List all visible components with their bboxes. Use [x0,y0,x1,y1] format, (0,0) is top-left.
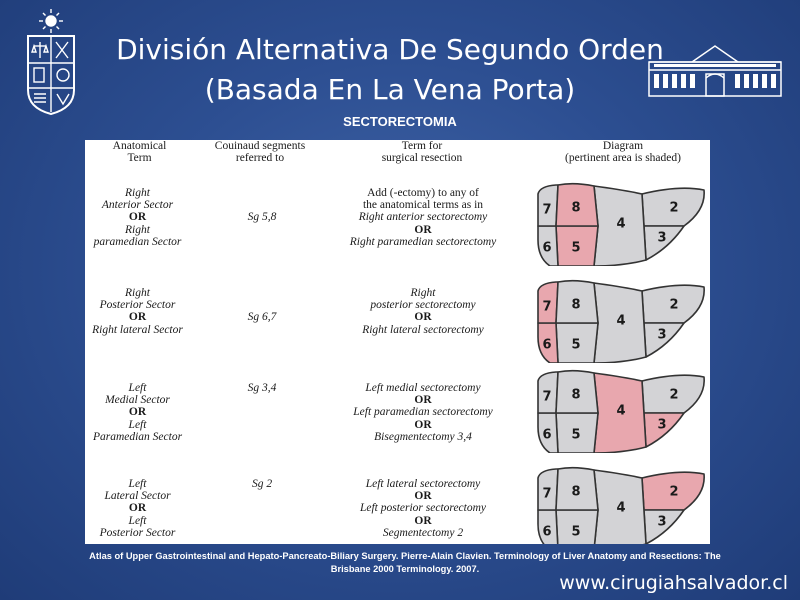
header-diagram: Diagram (pertinent area is shaded) [565,140,681,164]
liver-diagram [534,180,706,266]
citation: Atlas of Upper Gastrointestinal and Hepato-Pancreato-Biliary Surgery. Pierre-Alain Clavien. Terminology of Liver Anatomy and Resections: The Brisbane 2000 Terminology. 2007. [89,551,721,574]
university-crest-icon [20,8,82,116]
table-row [85,373,710,469]
header-anatomical-term: Anatomical Term [112,140,167,164]
surgical-term-cell: Left medial sectorectomy OR Left paramedian sectorectomy OR Bisegmentectomy 3,4 [353,382,493,443]
segment-label: 2 [669,484,679,500]
segment-label: 7 [542,486,552,502]
anatomical-term-cell: Right Posterior Sector OR Right lateral Sector [92,287,183,336]
segments-cell: Sg 2 [251,478,273,490]
segment-label: 2 [669,387,679,403]
segment-label: 4 [616,403,626,419]
segment-label: 8 [571,297,581,313]
slide-title: División Alternativa De Segundo Orden (Basada En La Vena Porta) [116,33,664,106]
surgical-term-cell: Left lateral sectorectomy OR Left posterior sectorectomy OR Segmentectomy 2 [359,478,487,539]
segment-label: 2 [669,200,679,216]
segment-label: 6 [542,240,552,256]
segment-label: 8 [571,387,581,403]
segments-cell: Sg 6,7 [247,311,277,323]
resection-table [85,140,710,544]
segment-label: 3 [657,327,667,343]
segment-label: 5 [571,524,581,540]
header-surgical-term: Term for surgical resection [381,140,463,164]
anatomical-term-cell: Left Medial Sector OR Left Paramedian Sector [92,382,183,443]
segment-label: 2 [669,297,679,313]
anatomical-term-cell: Right Anterior Sector OR Right paramedian Sector [93,187,182,248]
segments-cell: Sg 5,8 [247,211,277,223]
segment-label: 5 [571,240,581,256]
surgical-term-cell: Right posterior sectorectomy OR Right lateral sectorectomy [362,287,484,336]
table-row [85,180,710,276]
segment-label: 7 [542,299,552,315]
segment-label: 5 [571,427,581,443]
segments-cell: Sg 3,4 [247,382,277,394]
segment-label: 6 [542,427,552,443]
segment-label: 7 [542,389,552,405]
liver-diagram [534,464,706,544]
table-row [85,277,710,373]
header-couinaud-segments: Couinaud segments referred to [214,140,306,164]
segment-label: 7 [542,202,552,218]
website-url: www.cirugiahsalvador.cl [559,572,788,594]
segment-label: 6 [542,524,552,540]
anatomical-term-cell: Left Lateral Sector OR Left Posterior Sector [99,478,176,539]
segment-label: 3 [657,230,667,246]
segment-label: 4 [616,500,626,516]
segment-label: 4 [616,313,626,329]
table-row [85,470,710,544]
segment-label: 3 [657,417,667,433]
segment-label: 3 [657,514,667,530]
slide-subtitle: SECTORECTOMIA [343,114,457,129]
segment-label: 4 [616,216,626,232]
liver-diagram [534,277,706,363]
segment-label: 6 [542,337,552,353]
liver-diagram [534,367,706,453]
segment-label: 8 [571,484,581,500]
segment-label: 5 [571,337,581,353]
segment-label: 8 [571,200,581,216]
surgical-term-cell: Add (-ectomy) to any of the anatomical terms as in Right anterior sectorectomy OR Right paramedian sectorectomy [349,187,497,248]
